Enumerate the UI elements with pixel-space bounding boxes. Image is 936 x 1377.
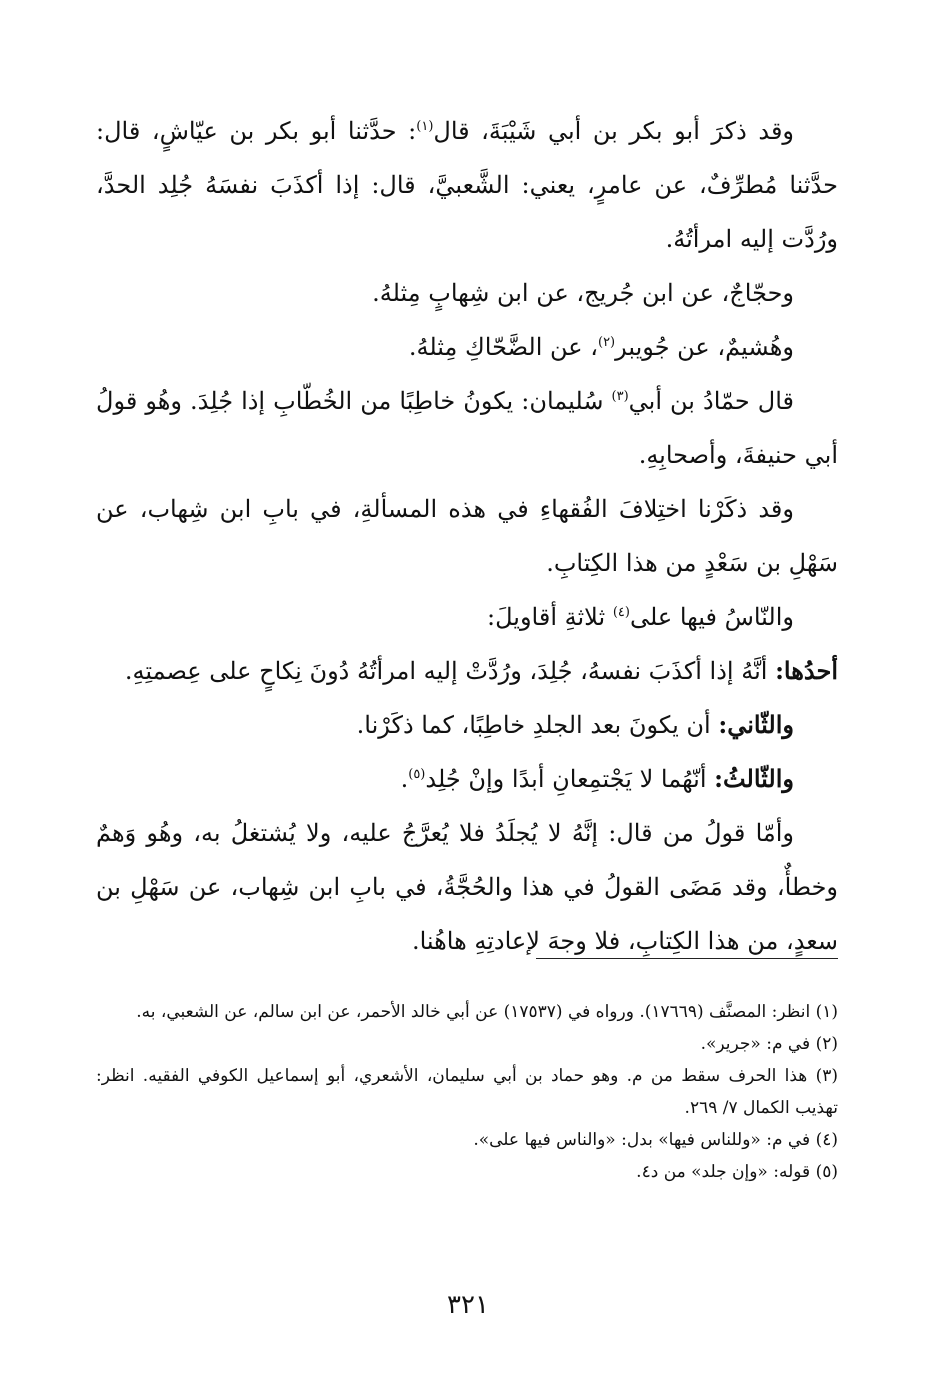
opinion-2-text: أن يكونَ بعد الجلدِ خاطِبًا، كما ذكَرْنا.: [356, 711, 719, 739]
footnote-text-1: انظر: المصنَّف (١٧٦٦٩). ورواه في (١٧٥٣٧) عن أبي خالد الأحمر، عن ابن سالم، عن الشعبي، به.: [136, 1002, 811, 1022]
footnote-ref-4[interactable]: (٤): [612, 605, 630, 620]
footnote-number-4: (٤): [815, 1130, 838, 1150]
opinion-3-text-cont: .: [400, 765, 409, 793]
opinion-3-text: أنّهُما لا يَجْتمِعانِ أبدًا وإنْ جُلِد: [425, 765, 715, 793]
main-text: [96, 104, 838, 968]
footnote-3: [96, 1060, 838, 1124]
opinion-3: [96, 752, 838, 806]
footnote-number-1: (١): [815, 1002, 838, 1022]
paragraph-4-text: قال حمّادُ بن أبي: [628, 387, 794, 415]
paragraph-3-text: وهُشيمٌ، عن جُويبر: [615, 333, 794, 361]
footnote-divider: [536, 958, 838, 959]
footnotes: [96, 996, 838, 1188]
footnote-ref-1[interactable]: (١): [416, 119, 434, 134]
footnote-ref-5[interactable]: (٥): [408, 767, 426, 782]
paragraph-3: [96, 320, 838, 374]
paragraph-2-text: وحجّاجٌ، عن ابن جُريج، عن ابن شِهابٍ مِثلهُ.: [372, 279, 794, 307]
footnote-ref-3[interactable]: (٣): [611, 389, 629, 404]
paragraph-2: [96, 266, 838, 320]
paragraph-1-text: وقد ذكرَ أبو بكر بن أبي شَيْبَةَ، قال: [433, 117, 795, 145]
opinion-1-text: أنَّهُ إذا أكذَبَ نفسهُ، جُلِدَ، ورُدَّتْ إليه امرأتُهُ دُونَ نِكاحٍ على عِصمتِهِ.: [124, 657, 776, 685]
opinion-1-label: أحدُها:: [775, 656, 838, 685]
paragraph-3-text-cont: ، عن الضَّحّاكِ مِثلهُ.: [408, 333, 598, 361]
footnote-1: [96, 996, 838, 1028]
footnote-5: [96, 1156, 838, 1188]
footnote-text-2: في م: «جرير».: [700, 1034, 811, 1054]
footnote-2: [96, 1028, 838, 1060]
paragraph-1-text-cont: : حدَّثنا أبو بكر بن عيّاشٍ، قال: حدَّثنا مُطرِّفٌ، عن عامرٍ، يعني: الشَّعبيَّ، قال: إذا أكذَبَ نفسَهُ جُلِد الحدَّ، ورُدَّت إليه امرأتُهُ.: [96, 117, 838, 253]
footnote-number-3: (٣): [815, 1066, 838, 1086]
paragraph-1: [96, 104, 838, 266]
paragraph-4: [96, 374, 838, 482]
paragraph-6-text-cont: ثلاثةِ أقاويلَ:: [487, 603, 613, 631]
paragraph-5: [96, 482, 838, 590]
footnote-number-2: (٢): [815, 1034, 838, 1054]
paragraph-5-text: وقد ذكَرْنا اختِلافَ الفُقهاءِ في هذه المسألةِ، في بابِ ابن شِهاب، عن سَهْلِ بن سَعْدٍ من هذا الكِتابِ.: [96, 495, 838, 577]
opinion-2: [96, 698, 838, 752]
closing-paragraph-text: وأمّا قولُ من قال: إنَّهُ لا يُجلَدُ فلا يُعرَّجُ عليه، ولا يُشتغلُ به، وهُو وَهمٌ وخطأٌ، وقد مَضَى القولُ في هذا والحُجَّةُ، في بابِ ابن شِهاب، عن سَهْلِ بن سعدٍ، من هذا الكِتابِ، فلا وجهَ لإعادتِهِ هاهُنا.: [96, 819, 838, 955]
footnote-text-4: في م: «وللناس فيها» بدل: «والناس فيها على».: [473, 1130, 811, 1150]
paragraph-6-text: والنّاسُ فيها على: [629, 603, 794, 631]
footnote-text-5: قوله: «وإن جلد» من د٤.: [636, 1162, 811, 1182]
paragraph-4-text-cont: سُليمان: يكونُ خاطِبًا من الخُطّابِ إذا جُلِدَ. وهُو قولُ أبي حنيفةَ، وأصحابِهِ.: [96, 387, 838, 469]
footnote-number-5: (٥): [815, 1162, 838, 1182]
footnote-ref-2[interactable]: (٢): [597, 335, 616, 350]
closing-paragraph: [96, 806, 838, 968]
opinion-2-label: والثّاني:: [718, 710, 794, 739]
page-number: ٣٢١: [447, 1290, 489, 1320]
opinion-3-label: والثّالثُ:: [714, 764, 794, 793]
footnote-text-3: هذا الحرف سقط من م. وهو حماد بن أبي سليمان، الأشعري، أبو إسماعيل الكوفي الفقيه. انظر: تهذيب الكمال ٧/ ٢٦٩.: [96, 1066, 838, 1118]
paragraph-6: [96, 590, 838, 644]
footnote-4: [96, 1124, 838, 1156]
opinion-1: [96, 644, 838, 698]
